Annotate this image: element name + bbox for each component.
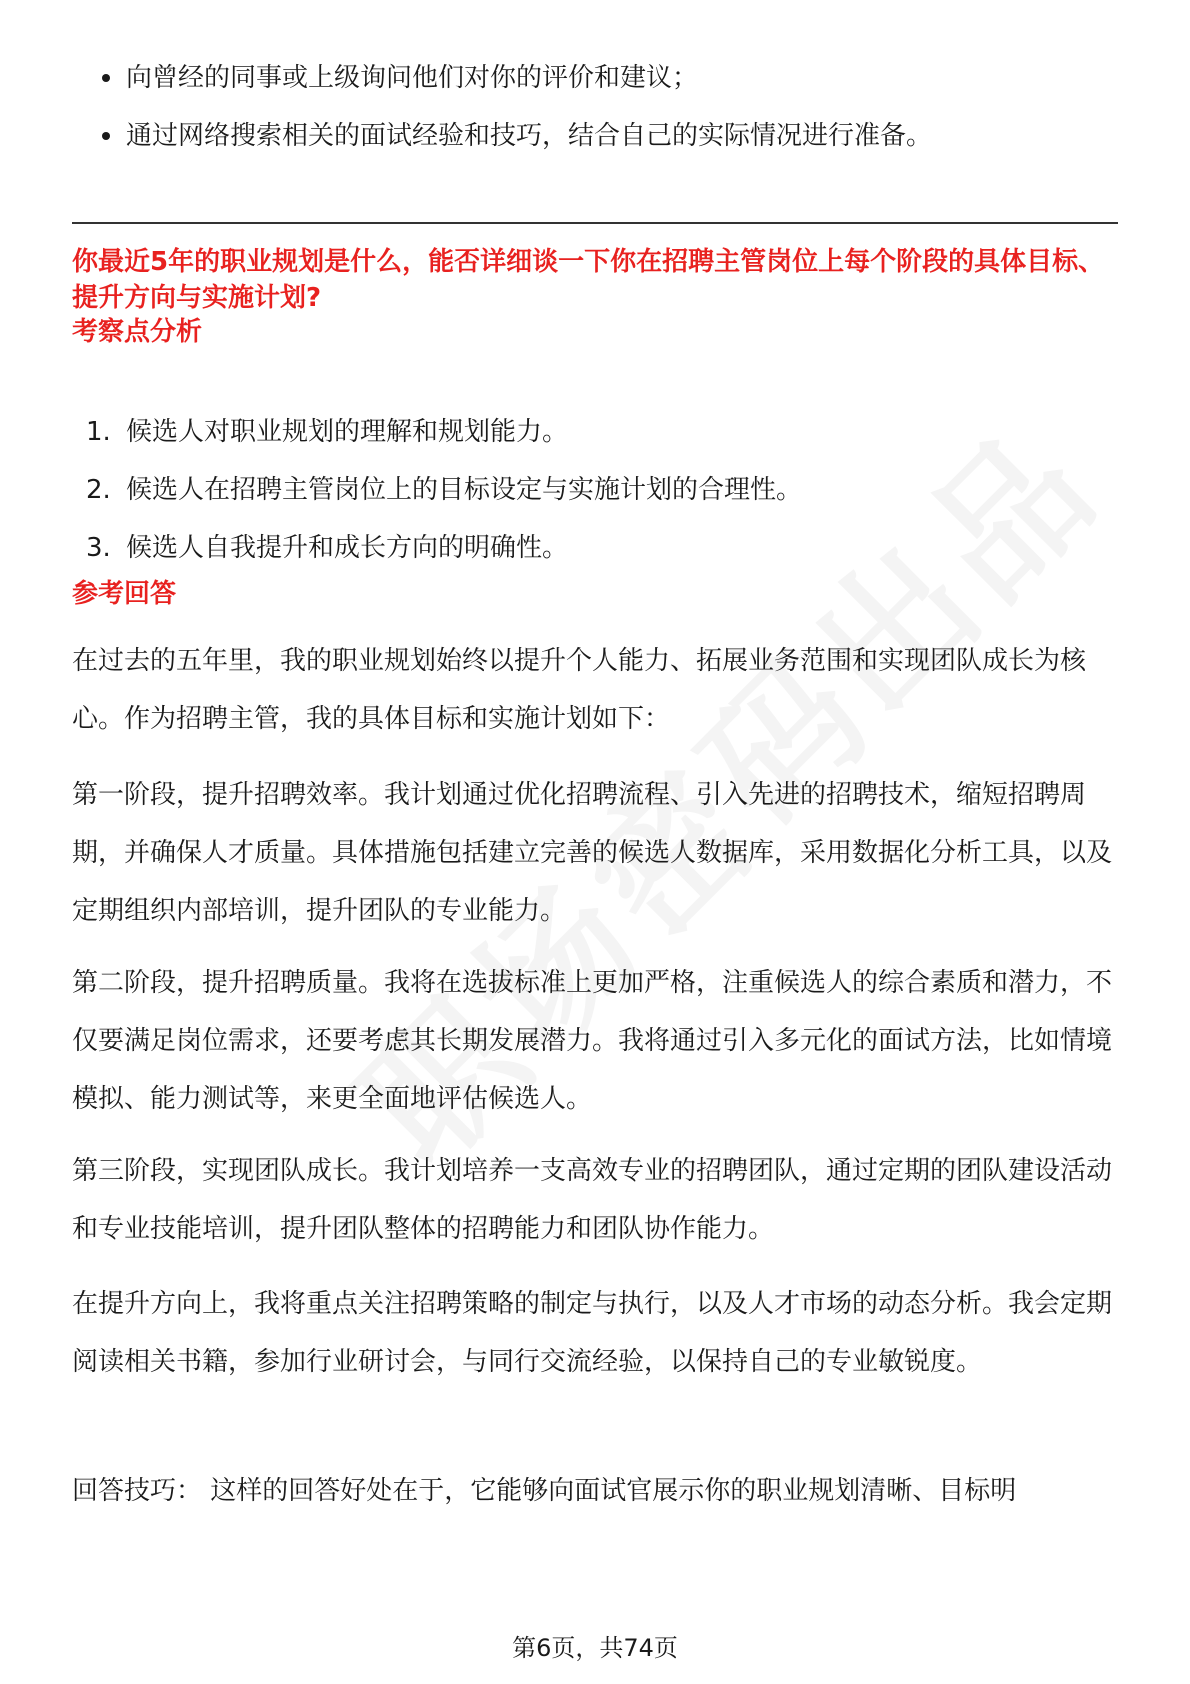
item-number: 1. — [86, 417, 111, 447]
bullet-list — [72, 58, 1122, 174]
answer-paragraph: 第一阶段，提升招聘效率。我计划通过优化招聘流程、引入先进的招聘技术，缩短招聘周期，并确保人才质量。具体措施包括建立完善的候选人数据库，采用数据化分析工具，以及定期组织内部培训，提升团队的专业能力。 — [72, 780, 1113, 926]
answer-tip: 回答技巧： 这样的回答好处在于，它能够向面试官展示你的职业规划清晰、目标明 — [72, 1476, 1017, 1506]
answer-title: 参考回答 — [72, 579, 177, 609]
item-text: 候选人在招聘主管岗位上的目标设定与实施计划的合理性。 — [126, 475, 803, 505]
list-item — [72, 412, 1122, 452]
answer-paragraph: 在提升方向上，我将重点关注招聘策略的制定与执行，以及人才市场的动态分析。我会定期阅读相关书籍，参加行业研讨会，与同行交流经验，以保持自己的专业敏锐度。 — [72, 1289, 1113, 1377]
section-divider — [72, 222, 1118, 224]
answer-paragraph: 第三阶段，实现团队成长。我计划培养一支高效专业的招聘团队，通过定期的团队建设活动和专业技能培训，提升团队整体的招聘能力和团队协作能力。 — [72, 1156, 1113, 1244]
analysis-list — [72, 412, 1122, 586]
item-text: 候选人对职业规划的理解和规划能力。 — [126, 417, 569, 447]
list-item — [72, 470, 1122, 510]
answer-paragraph: 第二阶段，提升招聘质量。我将在选拔标准上更加严格，注重候选人的综合素质和潜力，不仅要满足岗位需求，还要考虑其长期发展潜力。我将通过引入多元化的面试方法，比如情境模拟、能力测试等，来更全面地评估候选人。 — [72, 968, 1113, 1114]
page-number: 第6页，共74页 — [512, 1634, 678, 1662]
list-item: 向曾经的同事或上级询问他们对你的评价和建议； — [72, 58, 1122, 98]
answer-paragraph: 在过去的五年里，我的职业规划始终以提升个人能力、拓展业务范围和实现团队成长为核心。作为招聘主管，我的具体目标和实施计划如下： — [72, 646, 1087, 734]
item-text: 候选人自我提升和成长方向的明确性。 — [126, 533, 569, 563]
item-number: 2. — [86, 475, 111, 505]
analysis-title: 考察点分析 — [72, 317, 203, 347]
question-heading: 你最近5年的职业规划是什么，能否详细谈一下你在招聘主管岗位上每个阶段的具体目标、提升方向与实施计划? — [72, 247, 1105, 313]
list-item: 通过网络搜索相关的面试经验和技巧，结合自己的实际情况进行准备。 — [72, 116, 1122, 156]
list-item — [72, 528, 1122, 568]
item-number: 3. — [86, 533, 111, 563]
